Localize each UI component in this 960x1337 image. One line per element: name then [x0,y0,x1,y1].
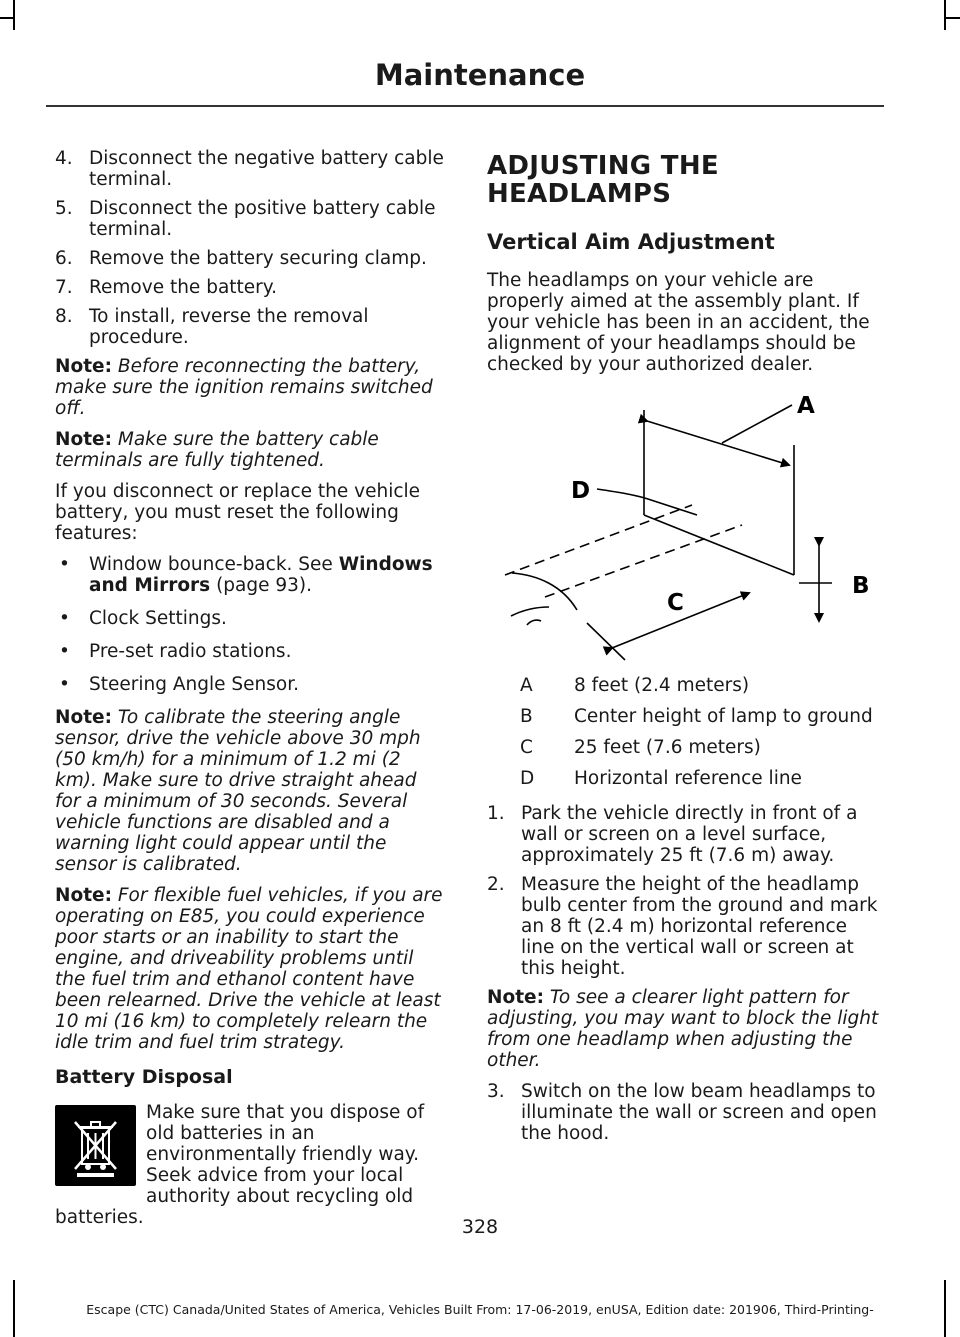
note-steering-calibration [55,707,447,875]
step-8 [55,306,447,348]
note-text: Make sure the battery cable terminals are fully tightened. [55,429,379,471]
right-column [487,148,882,1152]
note-text: For flexible fuel vehicles, if you are operating on E85, you could experience poor starts or an inability to start the engine, and driveability problems until the fuel trim and ethanol content have been relearned. Drive the vehicle at least 10 mi (16 km) to completely relearn the idle trim and fuel trim strategy. [55,885,443,1053]
legend-key: C [520,737,533,758]
bullet-window-bounce-back: • Window bounce-back. See Windows and Mirrors (page 93). [59,554,433,596]
diagram-label-b: B [852,573,870,599]
step-number: 4. [55,148,73,169]
step-text: Disconnect the positive battery cable terminal. [89,198,436,240]
diagram-label-d: D [571,478,591,504]
legend-row [487,768,882,789]
crop-mark [944,0,946,30]
step-text: Switch on the low beam headlamps to illuminate the wall or screen and open the hood. [521,1081,877,1144]
legend-row [487,675,882,696]
step-number: 1. [487,803,505,824]
left-column [55,148,447,1228]
diagram-label-a: A [797,393,815,419]
note-label: Note: [487,987,544,1008]
step-number: 6. [55,248,73,269]
headlamp-aim-illustration [487,385,882,665]
bullet-clock-settings: • Clock Settings. [59,608,227,629]
bullet-text: Window bounce-back. See [89,554,339,575]
step-number: 2. [487,874,505,895]
legend-key: B [520,706,533,727]
legend-row [487,737,882,758]
bullet-steering-angle-sensor: • Steering Angle Sensor. [59,674,299,695]
note-light-pattern [487,987,882,1071]
page-header-title: Maintenance [374,58,586,92]
crop-mark [946,17,960,19]
windows-and-mirrors-link[interactable]: Windows and Mirrors [89,554,433,596]
step-text: Disconnect the negative battery cable terminal. [89,148,444,190]
diagram-label-c: C [667,590,684,616]
note-label: Note: [55,356,112,377]
section-heading: ADJUSTING THE HEADLAMPS [487,151,719,209]
bullet-radio-stations: • Pre-set radio stations. [59,641,292,662]
step-5 [55,198,447,240]
crop-mark [13,0,15,30]
legend-value: 25 feet (7.6 meters) [574,737,761,758]
legend-value: Center height of lamp to ground [574,706,873,727]
crop-mark [0,17,14,19]
note-ignition [55,356,447,419]
aim-step-2 [487,874,882,979]
step-text: Measure the height of the headlamp bulb center from the ground and mark an 8 ft (2.4 m) horizontal reference line on the vertical wall or screen at this height. [521,874,878,979]
step-text: Park the vehicle directly in front of a wall or screen on a level surface, approximately 25 ft (7.6 m) away. [521,803,858,866]
step-number: 3. [487,1081,505,1102]
header-rule [46,105,884,107]
note-flex-fuel [55,885,447,1053]
note-text: To calibrate the steering angle sensor, drive the vehicle above 30 mph (50 km/h) for a minimum of 1.2 mi (2 km). Make sure to drive straight ahead for a minimum of 30 seconds. Several vehicle functions are disabled and a warning light could appear until the sensor is calibrated. [55,707,421,875]
diagram-legend [487,675,882,789]
page-reference: (page 93). [210,575,313,596]
legend-value: 8 feet (2.4 meters) [574,675,750,696]
bullet-text: Steering Angle Sensor. [89,674,299,695]
note-label: Note: [55,429,112,450]
note-text: To see a clearer light pattern for adjusting, you may want to block the light from one headlamp when adjusting the other. [487,987,879,1071]
reset-intro: If you disconnect or replace the vehicle battery, you must reset the following features: [55,481,421,544]
note-label: Note: [55,707,112,728]
aim-step-3 [487,1081,882,1144]
step-number: 8. [55,306,73,327]
legend-value: Horizontal reference line [574,768,802,789]
note-text: Before reconnecting the battery, make sure the ignition remains switched off. [55,356,433,419]
step-number: 7. [55,277,73,298]
legend-key: A [520,675,533,696]
step-text: Remove the battery securing clamp. [89,248,427,269]
aim-step-1 [487,803,882,866]
legend-key: D [520,768,535,789]
bullet-text: Clock Settings. [89,608,227,629]
section-subheading: Vertical Aim Adjustment [487,230,775,254]
note-terminals [55,429,447,471]
intro-paragraph: The headlamps on your vehicle are properly aimed at the assembly plant. If your vehicle has been in an accident, the alignment of your headlamps should be checked by your authorized dealer. [487,270,870,375]
step-text: Remove the battery. [89,277,277,298]
step-4 [55,148,447,190]
page-number: 328 [461,1216,499,1238]
page-footer: Escape (CTC) Canada/United States of America, Vehicles Built From: 17-06-2019, enUSA, Edition date: 201906, Third-Printing- [86,1302,874,1317]
battery-disposal-heading: Battery Disposal [55,1066,233,1088]
step-number: 5. [55,198,73,219]
step-6 [55,248,447,269]
step-text: To install, reverse the removal procedure. [89,306,369,348]
legend-row [487,706,882,727]
disposal-text: Make sure that you dispose of old batteries in an environmentally friendly way. Seek advice from your local authority about recycling old batteries. [55,1102,425,1228]
note-label: Note: [55,885,112,906]
battery-disposal-section [55,1102,447,1228]
crossed-bin-recycle-icon [55,1105,136,1186]
headlamp-aim-diagram [487,385,882,665]
step-7 [55,277,447,298]
bullet-text: Pre-set radio stations. [89,641,292,662]
